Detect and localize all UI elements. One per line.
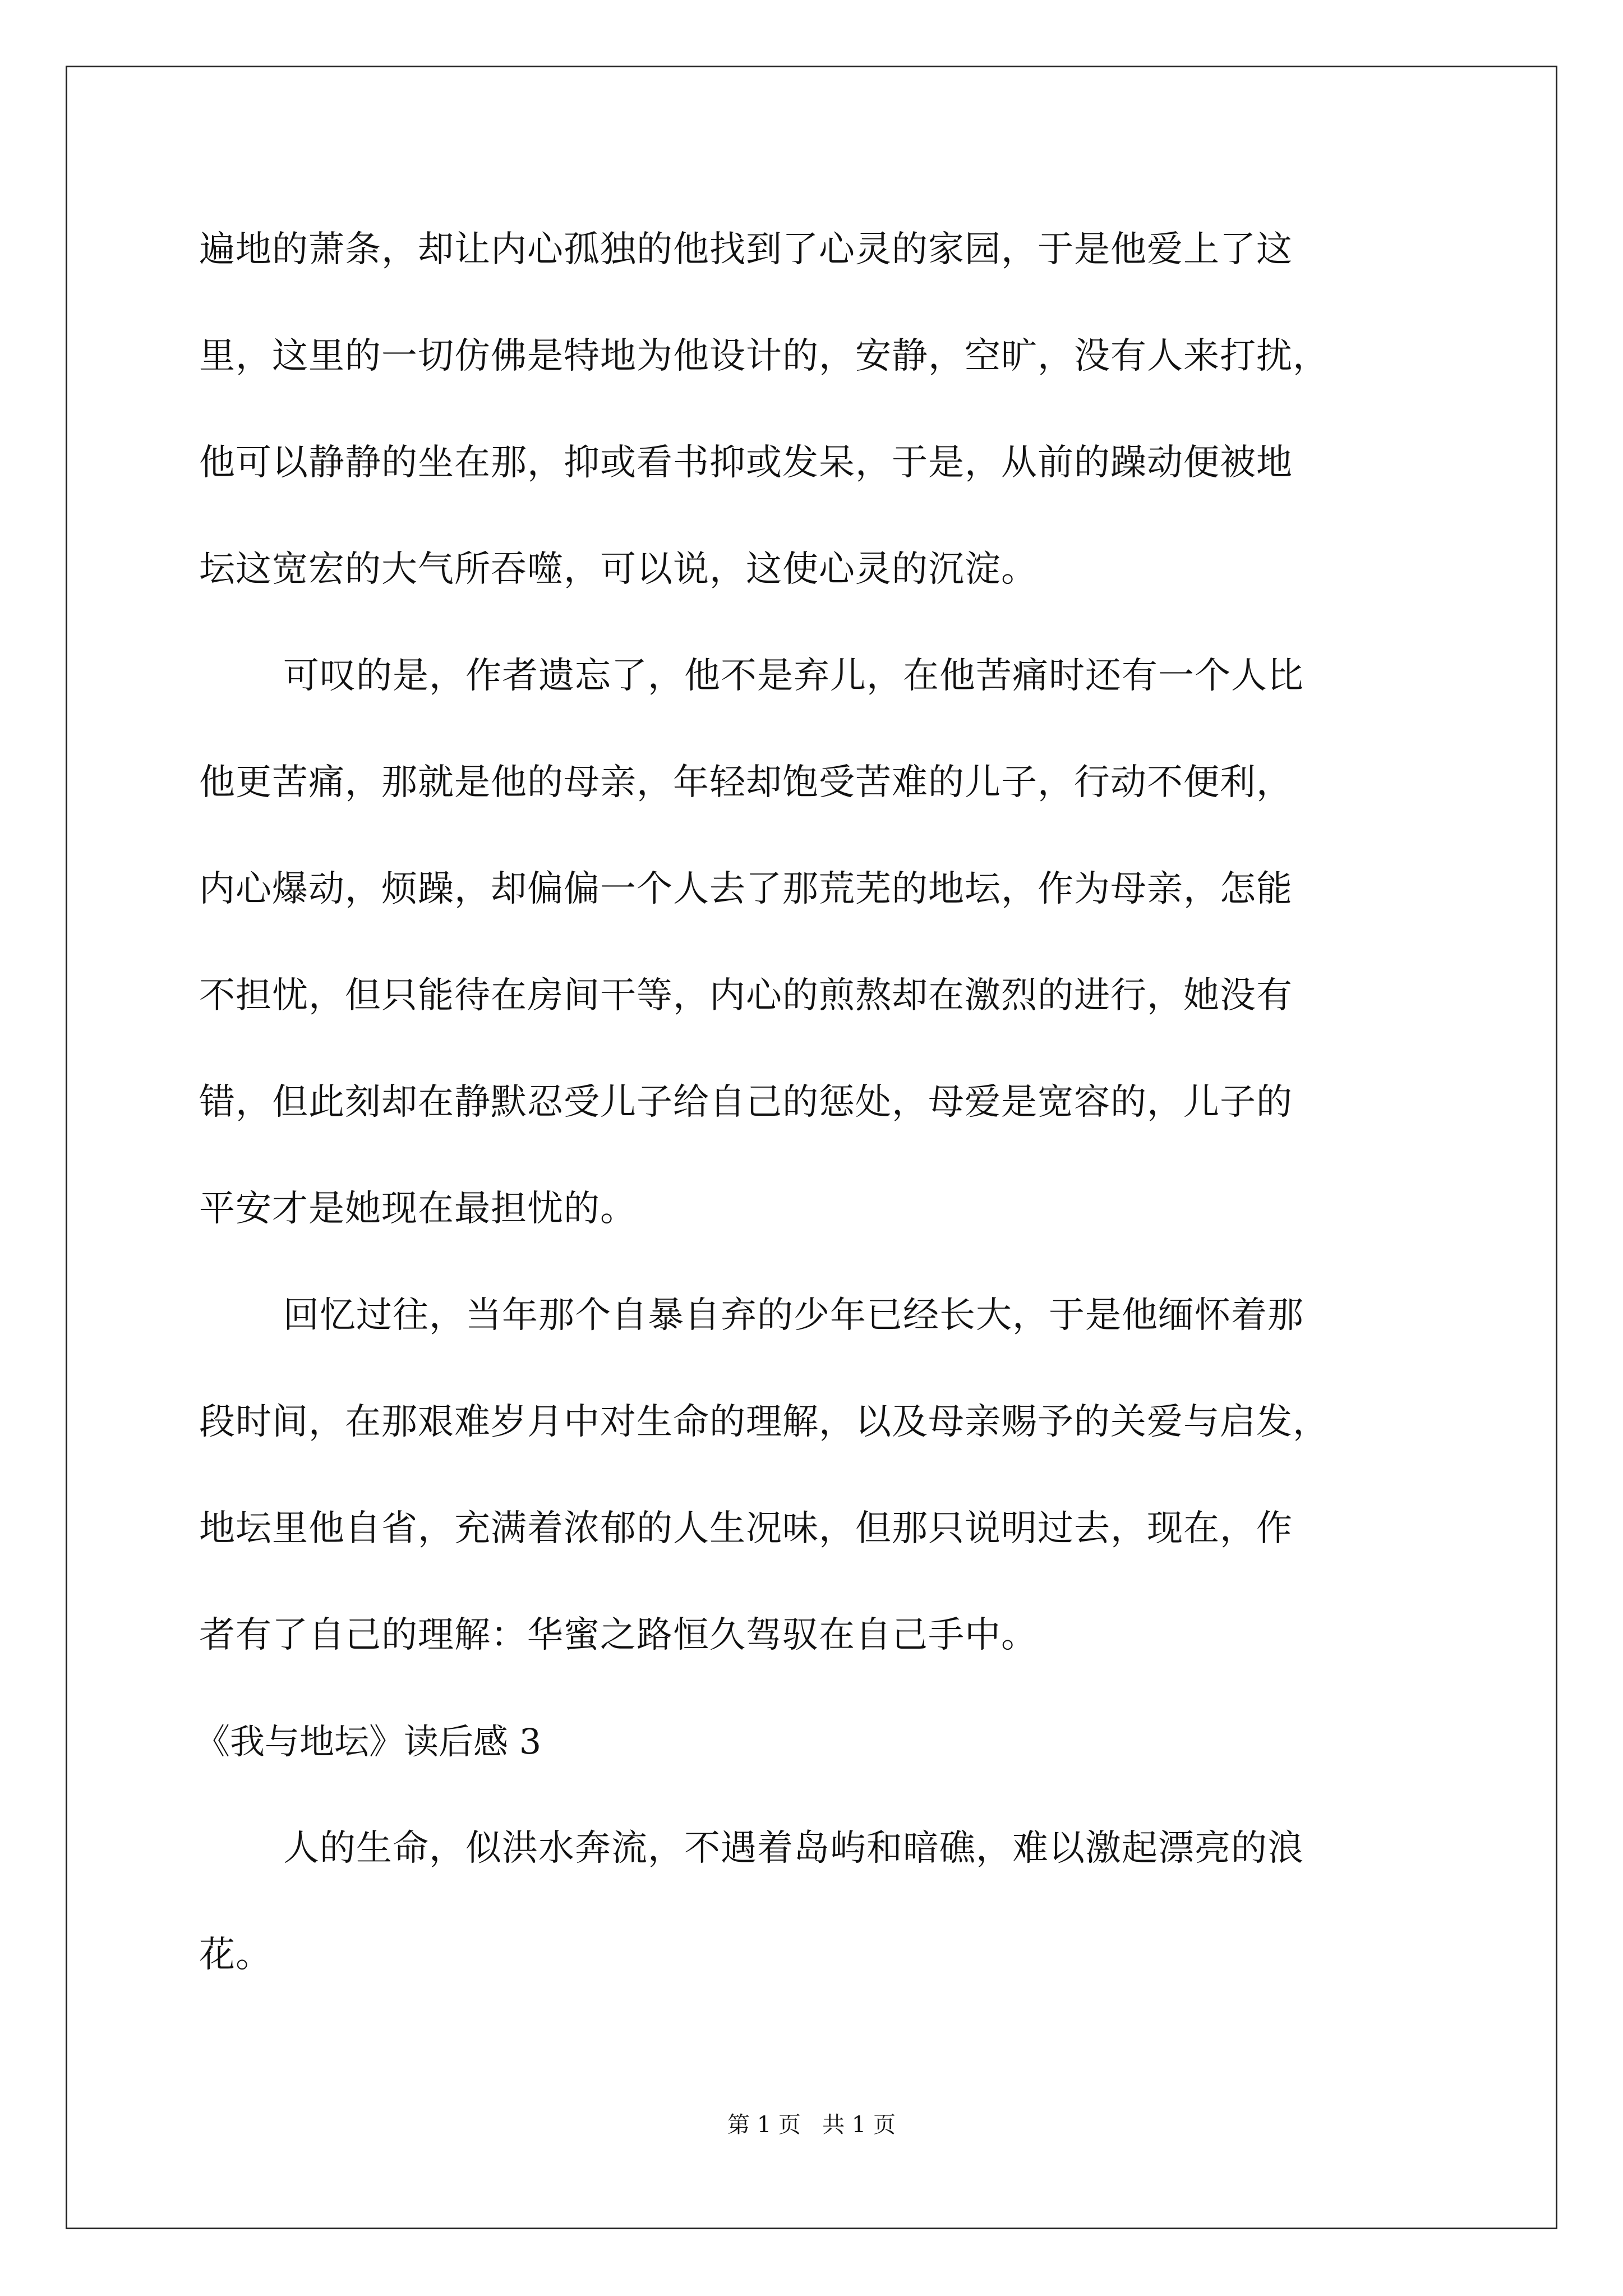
text-line: 内心爆动，烦躁，却偏偏一个人去了那荒芜的地坛，作为母亲，怎能 (199, 868, 1293, 910)
text-line: 不担忧，但只能待在房间干等，内心的煎熬却在激烈的进行，她没有 (199, 975, 1293, 1016)
text-line: 他可以静静的坐在那，抑或看书抑或发呆，于是，从前的躁动便被地 (199, 442, 1293, 484)
paragraph-start: 人的生命，似洪水奔流，不遇着岛屿和暗礁，难以激起漂亮的浪 (283, 1828, 1304, 1869)
paragraph-start: 可叹的是，作者遗忘了，他不是弃儿，在他苦痛时还有一个人比 (283, 655, 1304, 697)
page-footer: 第 1 页 共 1 页 (727, 2112, 896, 2138)
text-line: 里，这里的一切仿佛是特地为他设计的，安静，空旷，没有人来打扰， (199, 335, 1329, 377)
text-line: 地坛里他自省，充满着浓郁的人生况味，但那只说明过去，现在，作 (199, 1508, 1293, 1549)
text-line: 平安才是她现在最担忧的。 (199, 1188, 637, 1230)
section-heading: 《我与地坛》读后感 3 (195, 1721, 542, 1762)
text-line: 段时间，在那艰难岁月中对生命的理解，以及母亲赐予的关爱与启发， (199, 1401, 1329, 1443)
text-line: 遍地的萧条，却让内心孤独的他找到了心灵的家园，于是他爱上了这 (199, 229, 1293, 270)
text-line: 花。 (199, 1934, 272, 1976)
paragraph-start: 回忆过往，当年那个自暴自弃的少年已经长大，于是他缅怀着那 (283, 1295, 1304, 1336)
text-line: 者有了自己的理解：华蜜之路恒久驾驭在自己手中。 (199, 1614, 1038, 1656)
text-line: 他更苦痛，那就是他的母亲，年轻却饱受苦难的儿子，行动不便利， (199, 762, 1293, 803)
text-line: 错，但此刻却在静默忍受儿子给自己的惩处，母爱是宽容的，儿子的 (199, 1082, 1293, 1123)
text-line: 坛这宽宏的大气所吞噬，可以说，这使心灵的沉淀。 (199, 549, 1038, 590)
page-border (66, 66, 1557, 2229)
